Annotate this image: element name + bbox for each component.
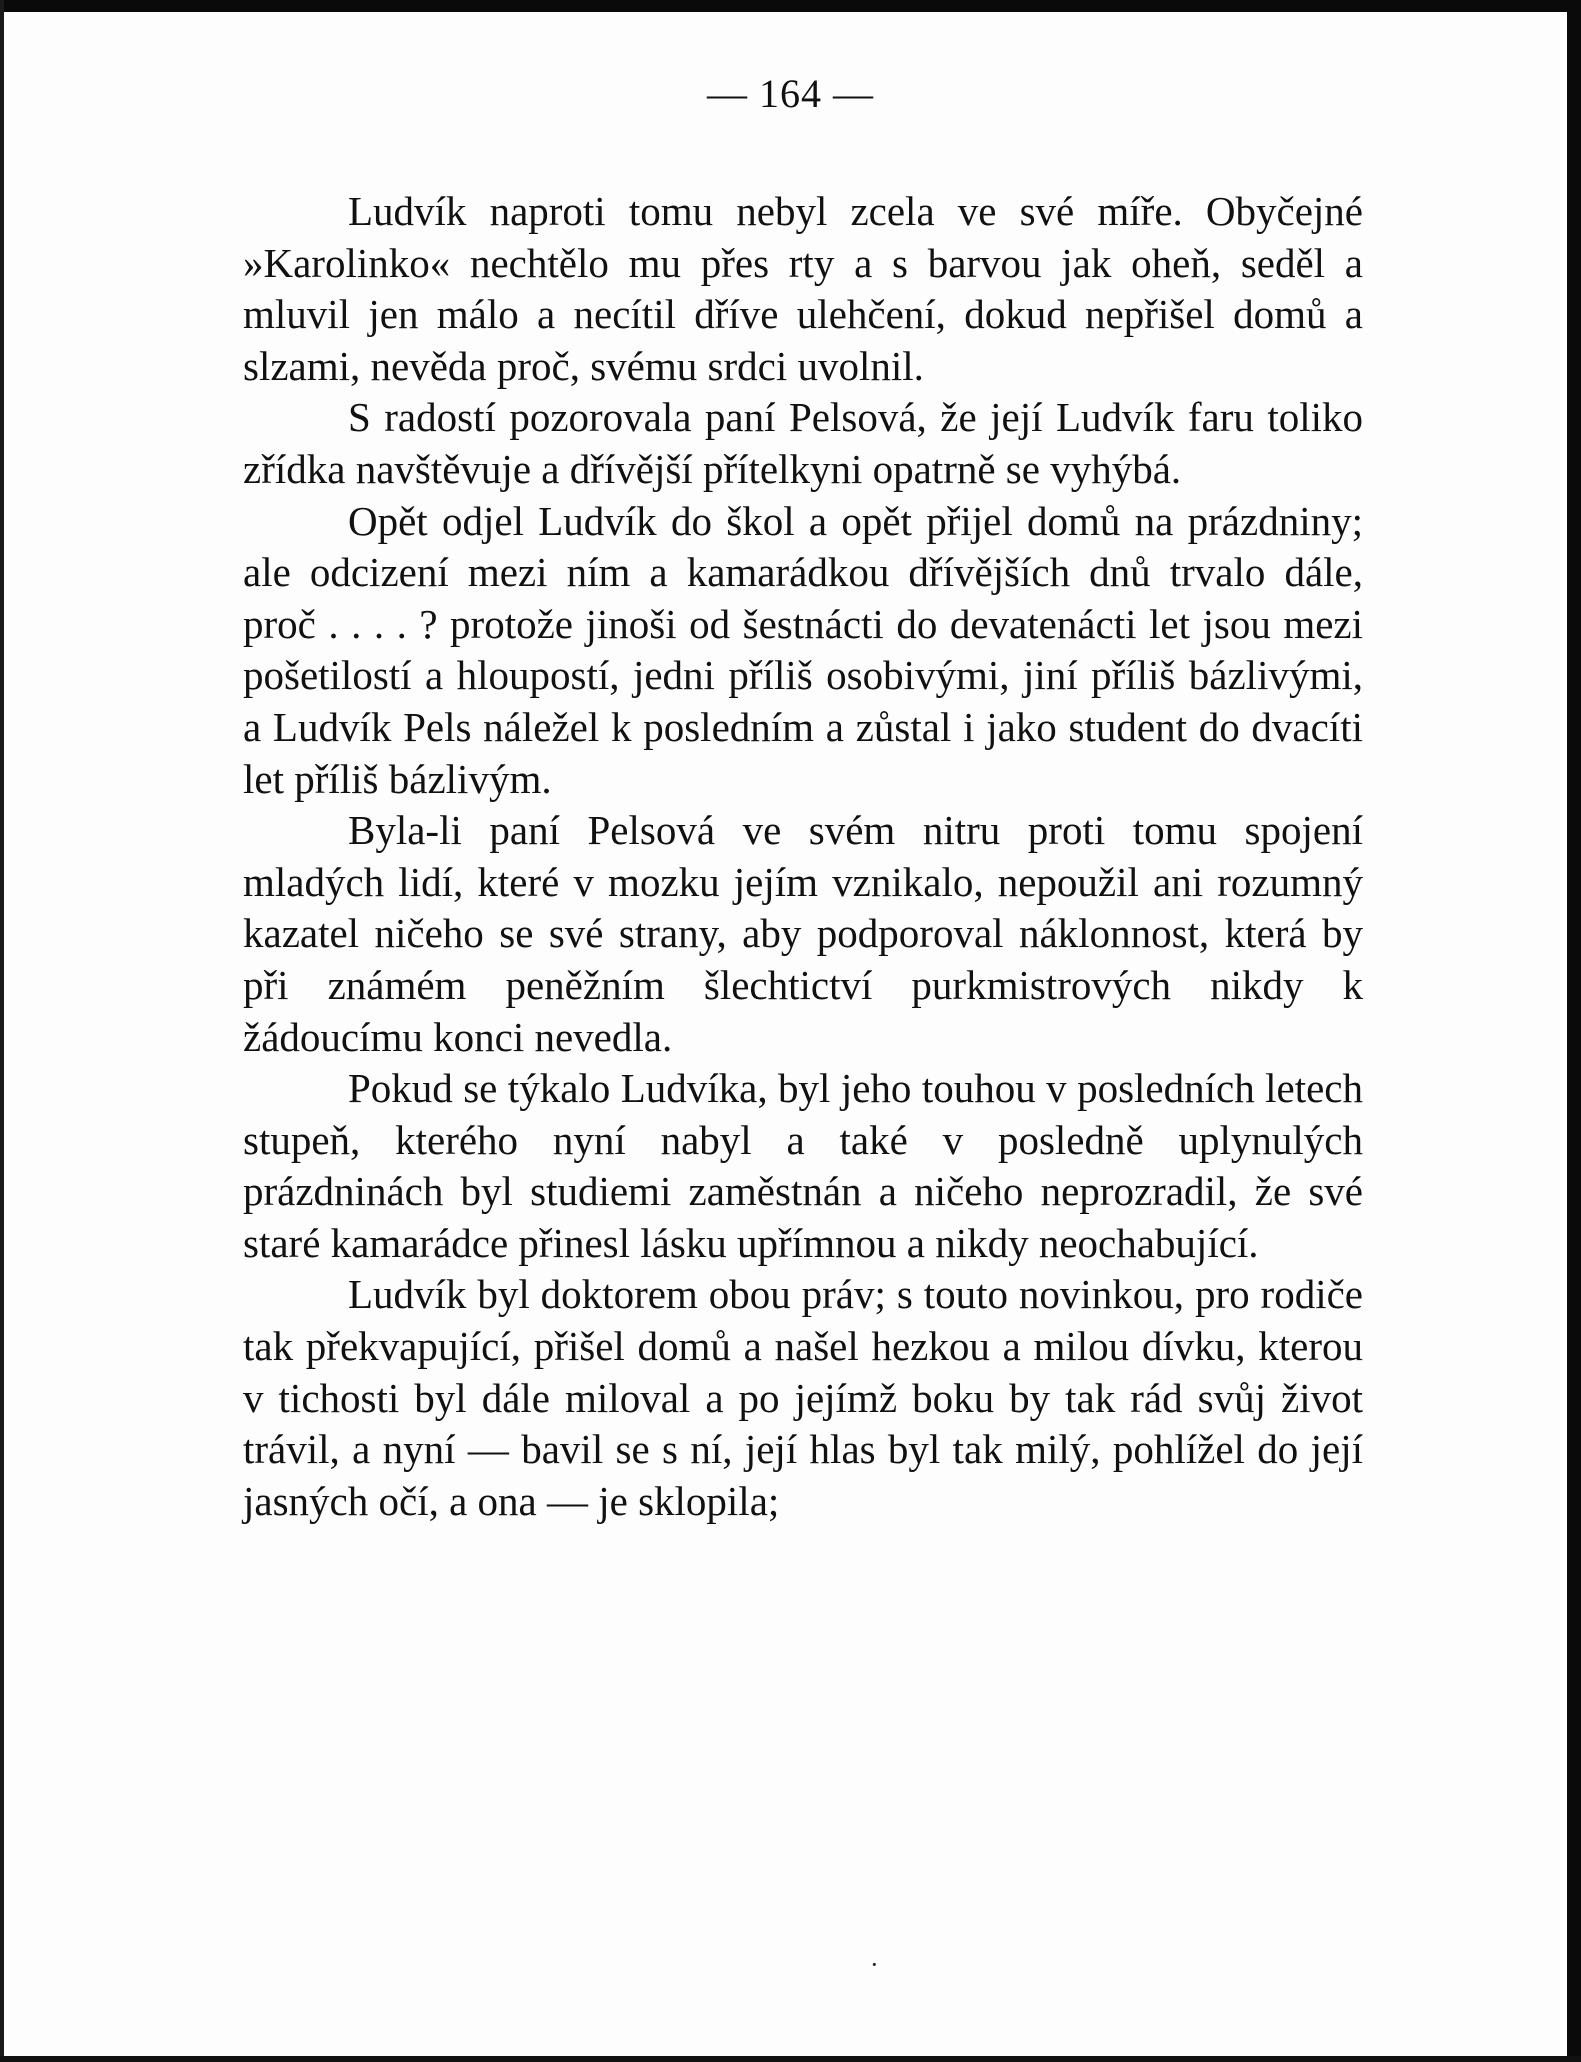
paragraph-5: Pokud se týkalo Ludvíka, byl jeho touhou v posledních letech stupeň, kterého nyní nabyl a také v posledně uplynulých prázdninách byl studiemi zaměstnán a ničeho neprozradil, že své staré kamarádce přinesl lásku upřímnou a nikdy neochabující. bbox=[243, 1065, 1363, 1266]
scan-border-top bbox=[0, 0, 1581, 12]
page-number: — 164 — bbox=[707, 71, 874, 116]
scan-speck: · bbox=[870, 1950, 879, 1979]
paragraph-6: Ludvík byl doktorem obou práv; s touto novinkou, pro rodiče tak překvapující, přišel domů a našel hezkou a milou dívku, kterou v tichosti byl dále miloval a po jejímž boku by tak rád svůj život trávil, a nyní — bavil se s ní, její hlas byl tak milý, pohlížel do její jasných očí, a ona — je sklopila; bbox=[243, 1271, 1363, 1524]
scan-border-right bbox=[1567, 0, 1581, 2062]
paragraph-1: Ludvík naproti tomu nebyl zcela ve své míře. Obyčejné »Karolinko« nechtělo mu přes rty a s barvou jak oheň, seděl a mluvil jen málo a necítil dříve ulehčení, dokud nepřišel domů a slzami, nevěda proč, svému srdci uvolnil. bbox=[243, 188, 1363, 389]
paragraph-4: Byla-li paní Pelsová ve svém nitru proti tomu spojení mladých lidí, které v mozku jejím vznikalo, nepoužil ani rozumný kazatel ničeho se své strany, aby podporoval náklonnost, která by při známém peněžním šlechtictví purkmistrových nikdy k žádoucímu konci nevedla. bbox=[243, 807, 1363, 1060]
paragraph-2: S radostí pozorovala paní Pelsová, že její Ludvík faru toliko zřídka navštěvuje a dřívější přítelkyni opatrně se vyhýbá. bbox=[243, 394, 1363, 492]
scan-border-left bbox=[0, 0, 4, 2062]
scan-border-bottom bbox=[0, 2056, 1581, 2062]
body-text bbox=[243, 186, 1363, 1527]
paragraph-3: Opět odjel Ludvík do škol a opět přijel domů na prázdniny; ale odcizení mezi ním a kamarádkou dřívějších dnů trvalo dále, proč . . . . ? protože jinoši od šestnácti do devatenácti let jsou mezi pošetilostí a hloupostí, jedni příliš osobivými, jiní příliš bázlivými, a Ludvík Pels náležel k posledním a zůstal i jako student do dvacíti let příliš bázlivým. bbox=[243, 497, 1363, 802]
